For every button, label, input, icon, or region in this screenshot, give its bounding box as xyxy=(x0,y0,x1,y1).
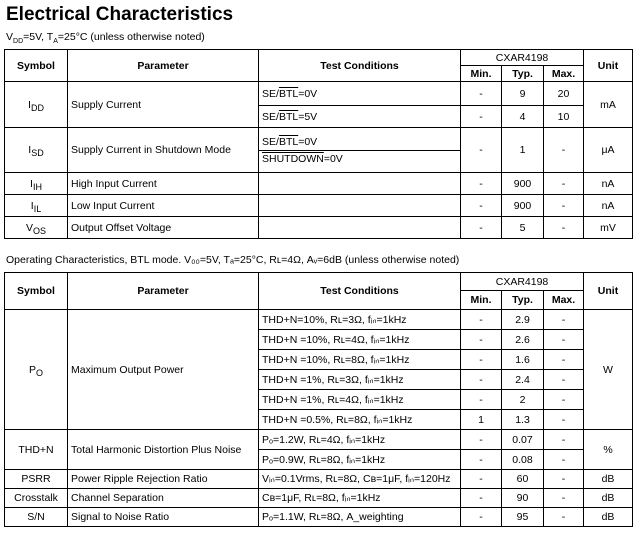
typ-cell: 1 xyxy=(502,128,544,173)
symbol-cell: $I_{SD}$ xyxy=(5,128,68,173)
header-symbol: Symbol xyxy=(5,273,68,310)
symbol-cell: PSRR xyxy=(5,470,68,489)
header-parameter: Parameter xyxy=(68,273,259,310)
header-unit: Unit xyxy=(584,50,633,82)
header-symbol: Symbol xyxy=(5,50,68,82)
max-cell: - xyxy=(544,508,584,527)
typ-cell: 2.6 xyxy=(502,330,544,350)
max-cell: - xyxy=(544,173,584,195)
symbol-cell: Crosstalk xyxy=(5,489,68,508)
min-cell: - xyxy=(461,489,502,508)
test-condition-cell: Pₒ=1.1W, Rʟ=8Ω, A_weighting xyxy=(259,508,461,527)
header-typ: Typ. xyxy=(502,291,544,310)
max-cell: - xyxy=(544,489,584,508)
typ-cell: 2.9 xyxy=(502,310,544,330)
page-title: Electrical Characteristics xyxy=(6,4,234,25)
parameter-cell: High Input Current xyxy=(68,173,259,195)
electrical-characteristics-table xyxy=(4,49,633,239)
parameter-cell: Power Ripple Rejection Ratio xyxy=(68,470,259,489)
test-condition-cell: THD+N =1%, Rʟ=3Ω, fᵢₙ=1kHz xyxy=(259,370,461,390)
test-condition-cell xyxy=(259,217,461,239)
unit-cell: μA xyxy=(584,128,633,173)
min-cell: - xyxy=(461,82,502,106)
typ-cell: 5 xyxy=(502,217,544,239)
typ-cell: 900 xyxy=(502,173,544,195)
unit-cell: dB xyxy=(584,470,633,489)
parameter-cell: Supply Current xyxy=(68,82,259,128)
min-cell: - xyxy=(461,330,502,350)
parameter-cell: Maximum Output Power xyxy=(68,310,259,430)
conditions-caption-1: $V_{DD}=5V$, $T_A=25^\circ C$ (unless otherwise noted) xyxy=(6,31,205,46)
header-test-conditions: Test Conditions xyxy=(259,273,461,310)
parameter-cell: Signal to Noise Ratio xyxy=(68,508,259,527)
typ-cell: 4 xyxy=(502,106,544,128)
max-cell: - xyxy=(544,370,584,390)
test-condition-cell: THD+N =0.5%, Rʟ=8Ω, fᵢₙ=1kHz xyxy=(259,410,461,430)
parameter-cell: Supply Current in Shutdown Mode xyxy=(68,128,259,173)
max-cell: - xyxy=(544,350,584,370)
header-test-conditions: Test Conditions xyxy=(259,50,461,82)
min-cell: - xyxy=(461,470,502,489)
max-cell: - xyxy=(544,195,584,217)
table-row xyxy=(5,173,633,195)
symbol-cell: $V_{OS}$ xyxy=(5,217,68,239)
max-cell: - xyxy=(544,390,584,410)
header-max: Max. xyxy=(544,291,584,310)
table-row xyxy=(5,82,633,106)
symbol-cell: $I_{DD}$ xyxy=(5,82,68,128)
test-condition-cell: Pₒ=1.2W, Rʟ=4Ω, fᵢₙ=1kHz xyxy=(259,430,461,450)
test-condition-cell xyxy=(259,173,461,195)
typ-cell: 60 xyxy=(502,470,544,489)
header-parameter: Parameter xyxy=(68,50,259,82)
symbol-cell: S/N xyxy=(5,508,68,527)
table-row xyxy=(5,470,633,489)
table-row xyxy=(5,128,633,173)
unit-cell: dB xyxy=(584,508,633,527)
test-condition-cell: THD+N =10%, Rʟ=4Ω, fᵢₙ=1kHz xyxy=(259,330,461,350)
unit-cell: dB xyxy=(584,489,633,508)
test-condition-cell: THD+N=10%, Rʟ=3Ω, fᵢₙ=1kHz xyxy=(259,310,461,330)
symbol-cell: $I_{IH}$ xyxy=(5,173,68,195)
unit-cell: mV xyxy=(584,217,633,239)
typ-cell: 1.6 xyxy=(502,350,544,370)
max-cell: - xyxy=(544,470,584,489)
header-typ: Typ. xyxy=(502,66,544,82)
min-cell: - xyxy=(461,106,502,128)
min-cell: - xyxy=(461,370,502,390)
min-cell: - xyxy=(461,430,502,450)
symbol-cell: $I_{IL}$ xyxy=(5,195,68,217)
unit-cell: W xyxy=(584,310,633,430)
max-cell: - xyxy=(544,330,584,350)
min-cell: - xyxy=(461,173,502,195)
min-cell: - xyxy=(461,390,502,410)
min-cell: - xyxy=(461,310,502,330)
test-condition-cell: THD+N =10%, Rʟ=8Ω, fᵢₙ=1kHz xyxy=(259,350,461,370)
min-cell: - xyxy=(461,217,502,239)
max-cell: 20 xyxy=(544,82,584,106)
operating-characteristics-table xyxy=(4,272,633,527)
test-condition-cell: Cʙ=1μF, Rʟ=8Ω, fᵢₙ=1kHz xyxy=(259,489,461,508)
test-condition-cell: $SE/\overline{BTL}=5V$ xyxy=(259,106,461,128)
table-row xyxy=(5,310,633,330)
typ-cell: 95 xyxy=(502,508,544,527)
table-row xyxy=(5,195,633,217)
table-row xyxy=(5,430,633,450)
max-cell: 10 xyxy=(544,106,584,128)
header-min: Min. xyxy=(461,66,502,82)
symbol-cell: $P_O$ xyxy=(5,310,68,430)
unit-cell: mA xyxy=(584,82,633,128)
test-condition-cell xyxy=(259,195,461,217)
typ-cell: 9 xyxy=(502,82,544,106)
test-condition-cell: $SE/\overline{BTL}=0V$ xyxy=(259,82,461,106)
max-cell: - xyxy=(544,217,584,239)
parameter-cell: Channel Separation xyxy=(68,489,259,508)
min-cell: - xyxy=(461,450,502,470)
test-condition-cell: $SE/\overline{BTL}=0V$ SHUTDOWN=0V xyxy=(259,128,461,173)
max-cell: - xyxy=(544,430,584,450)
test-condition-cell: Vᵢₙ=0.1Vrms, Rʟ=8Ω, Cʙ=1μF, fᵢₙ=120Hz xyxy=(259,470,461,489)
parameter-cell: Output Offset Voltage xyxy=(68,217,259,239)
min-cell: - xyxy=(461,128,502,173)
test-condition-cell: Pₒ=0.9W, Rʟ=8Ω, fᵢₙ=1kHz xyxy=(259,450,461,470)
parameter-cell: Total Harmonic Distortion Plus Noise xyxy=(68,430,259,470)
test-condition-cell: THD+N =1%, Rʟ=4Ω, fᵢₙ=1kHz xyxy=(259,390,461,410)
max-cell: - xyxy=(544,450,584,470)
unit-cell: nA xyxy=(584,195,633,217)
typ-cell: 0.08 xyxy=(502,450,544,470)
table-row xyxy=(5,508,633,527)
min-cell: - xyxy=(461,195,502,217)
typ-cell: 900 xyxy=(502,195,544,217)
header-device: CXAR4198 xyxy=(461,50,584,66)
typ-cell: 1.3 xyxy=(502,410,544,430)
parameter-cell: Low Input Current xyxy=(68,195,259,217)
header-unit: Unit xyxy=(584,273,633,310)
max-cell: - xyxy=(544,310,584,330)
table-row xyxy=(5,489,633,508)
typ-cell: 2.4 xyxy=(502,370,544,390)
min-cell: 1 xyxy=(461,410,502,430)
unit-cell: % xyxy=(584,430,633,470)
typ-cell: 2 xyxy=(502,390,544,410)
header-min: Min. xyxy=(461,291,502,310)
max-cell: - xyxy=(544,410,584,430)
header-max: Max. xyxy=(544,66,584,82)
min-cell: - xyxy=(461,350,502,370)
typ-cell: 90 xyxy=(502,489,544,508)
conditions-caption-2: Operating Characteristics, BTL mode. V₀₀=5V, Tₐ=25°C, Rʟ=4Ω, Aᵥ=6dB (unless otherwise noted) xyxy=(6,254,460,266)
min-cell: - xyxy=(461,508,502,527)
unit-cell: nA xyxy=(584,173,633,195)
table-row xyxy=(5,217,633,239)
header-device: CXAR4198 xyxy=(461,273,584,291)
symbol-cell: THD+N xyxy=(5,430,68,470)
typ-cell: 0.07 xyxy=(502,430,544,450)
max-cell: - xyxy=(544,128,584,173)
